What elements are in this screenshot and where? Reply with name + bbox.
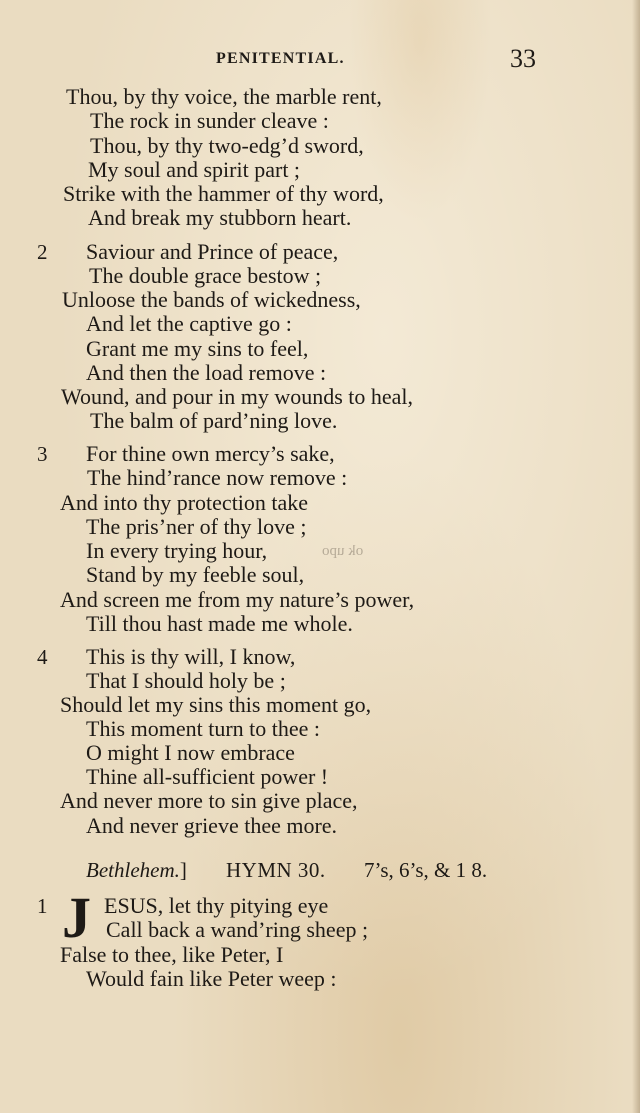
bleed-through-text: ok upo <box>322 543 364 559</box>
verse-line: Grant me my sins to feel, <box>86 336 309 361</box>
verse-line: Till thou hast made me whole. <box>86 611 353 636</box>
verse-line: Thine all-sufficient power ! <box>86 764 329 789</box>
verse-line: In every trying hour, <box>86 538 268 563</box>
verse-line: False to thee, like Peter, I <box>60 942 284 967</box>
verse-line: Strike with the hammer of thy word, <box>63 181 384 206</box>
verse-line: ESUS, let thy pitying eye <box>104 893 329 918</box>
tune-name <box>86 858 187 883</box>
verse-line: Would fain like Peter weep : <box>86 966 337 991</box>
verse-line: My soul and spirit part ; <box>88 157 301 182</box>
verse-line: The hind’rance now remove : <box>87 465 348 490</box>
verse-number: 2 <box>37 240 48 264</box>
verse-line: Thou, by thy voice, the marble rent, <box>66 84 382 109</box>
verse-number: 1 <box>37 894 48 918</box>
verse-line: Stand by my feeble soul, <box>86 562 305 587</box>
verse-line: The double grace bestow ; <box>89 263 322 288</box>
verse-line: The pris’ner of thy love ; <box>86 514 307 539</box>
page-number: 33 <box>510 44 536 73</box>
verse-line: Saviour and Prince of peace, <box>86 239 339 264</box>
verse-line: That I should holy be ; <box>86 668 286 693</box>
verse-line: Call back a wand’ring sheep ; <box>106 917 369 942</box>
tune-label: Bethlehem. <box>86 858 180 882</box>
hymn-meter: 7’s, 6’s, & 1 8. <box>364 858 488 882</box>
verse-line: And let the captive go : <box>86 311 292 336</box>
hymn-title: HYMN 30. <box>226 858 326 882</box>
page-edge-shadow <box>632 0 640 1113</box>
verse-line: And screen me from my nature’s power, <box>60 587 415 612</box>
verse-line: Thou, by thy two-edg’d sword, <box>90 133 364 158</box>
drop-cap: J <box>62 885 91 950</box>
page-header <box>0 44 640 74</box>
running-head: PENITENTIAL. <box>216 50 345 67</box>
tune-bracket: ] <box>179 858 187 882</box>
verse-line: The rock in sunder cleave : <box>90 108 329 133</box>
verse-line: Wound, and pour in my wounds to heal, <box>61 384 414 409</box>
verse-line: And into thy protection take <box>60 490 309 515</box>
verse-line: The balm of pard’ning love. <box>90 408 338 433</box>
verse-line: O might I now embrace <box>86 740 295 765</box>
verse-number: 4 <box>37 645 48 669</box>
verse-line: And then the load remove : <box>86 360 327 385</box>
verse-line: This moment turn to thee : <box>86 716 321 741</box>
verse-line: For thine own mercy’s sake, <box>86 441 335 466</box>
verse-line: And never grieve thee more. <box>86 813 338 838</box>
verse-line: And break my stubborn heart. <box>88 205 352 230</box>
hymn-heading <box>0 858 640 888</box>
verse-line: Unloose the bands of wickedness, <box>62 287 361 312</box>
verse-number: 3 <box>37 442 48 466</box>
verse-line: Should let my sins this moment go, <box>60 692 372 717</box>
verse-line: This is thy will, I know, <box>86 644 296 669</box>
verse-line: And never more to sin give place, <box>60 788 358 813</box>
